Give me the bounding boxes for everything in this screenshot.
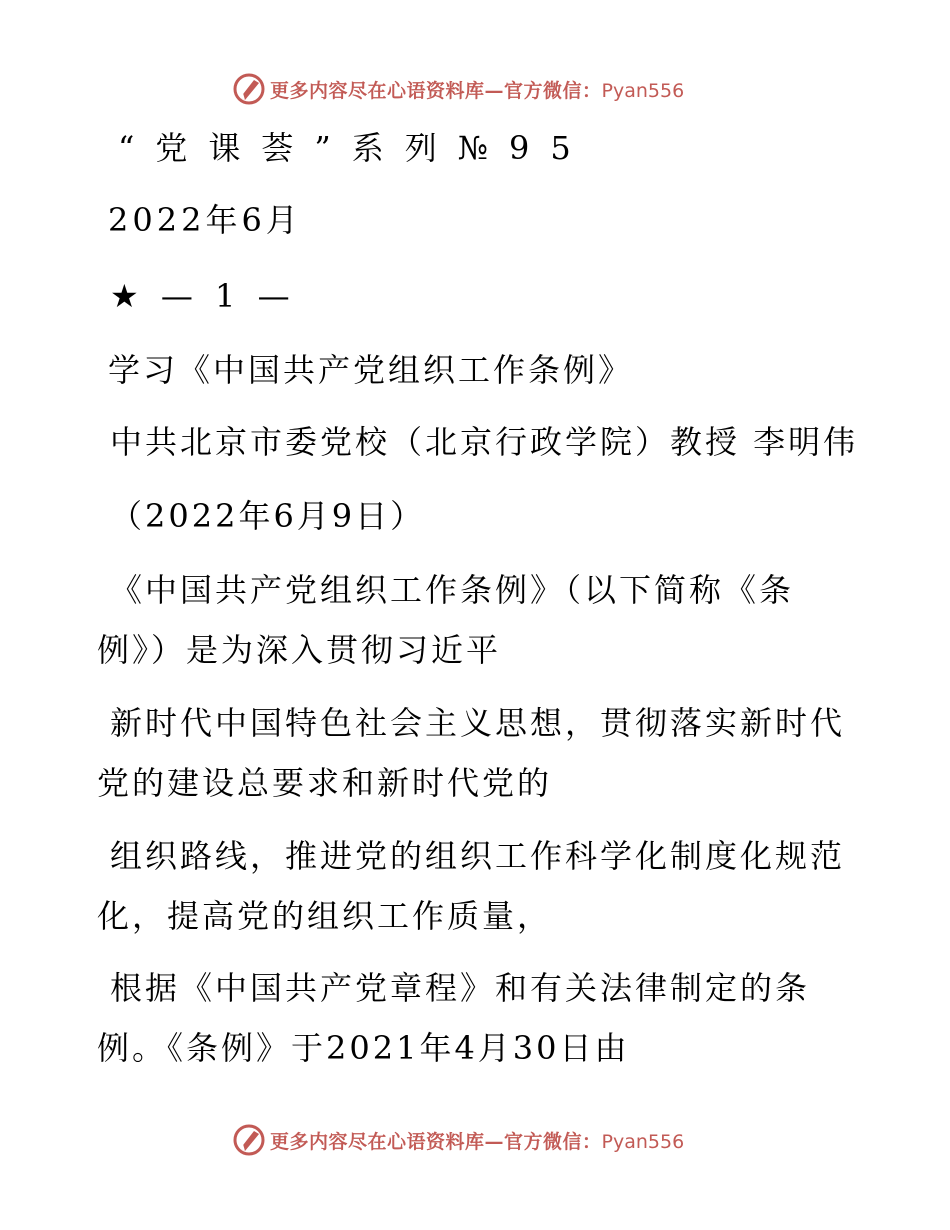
body-line: 根据《中国共产党章程》和有关法律制定的条 xyxy=(110,969,811,1007)
page-number-line: ★ — 1 — xyxy=(110,277,296,315)
watermark-id: Pyan556 xyxy=(601,79,685,102)
watermark-top xyxy=(232,71,684,107)
watermark-text: 更多内容尽在心语资料库—官方微信：Pyan556 xyxy=(270,79,685,102)
pen-circle-logo-icon xyxy=(232,1123,266,1157)
body-line: 组织路线，推进党的组织工作科学化制度化规范 xyxy=(110,837,846,875)
watermark-text: 更多内容尽在心语资料库—官方微信：Pyan556 xyxy=(270,1130,685,1153)
article-title: 学习《中国共产党组织工作条例》 xyxy=(108,351,634,389)
body-line: 《中国共产党组织工作条例》（以下简称《条 xyxy=(110,571,795,609)
body-line: 例。《条例》于2021年4月30日由 xyxy=(97,1029,630,1067)
body-line: 新时代中国特色社会主义思想，贯彻落实新时代 xyxy=(110,704,846,742)
body-line: 化，提高党的组织工作质量， xyxy=(97,897,553,935)
issue-date: 2022年6月 xyxy=(108,201,302,239)
article-date: （2022年6月9日） xyxy=(110,497,426,535)
body-line: 例》）是为深入贯彻习近平 xyxy=(97,631,502,669)
series-label: “党课荟”系列№95 xyxy=(118,129,592,167)
pen-circle-logo-icon xyxy=(232,72,266,106)
watermark-bottom xyxy=(232,1122,684,1158)
body-line: 党的建设总要求和新时代党的 xyxy=(97,764,553,802)
watermark-id: Pyan556 xyxy=(601,1130,685,1153)
article-author: 中共北京市委党校（北京行政学院）教授 李明伟 xyxy=(110,423,859,461)
